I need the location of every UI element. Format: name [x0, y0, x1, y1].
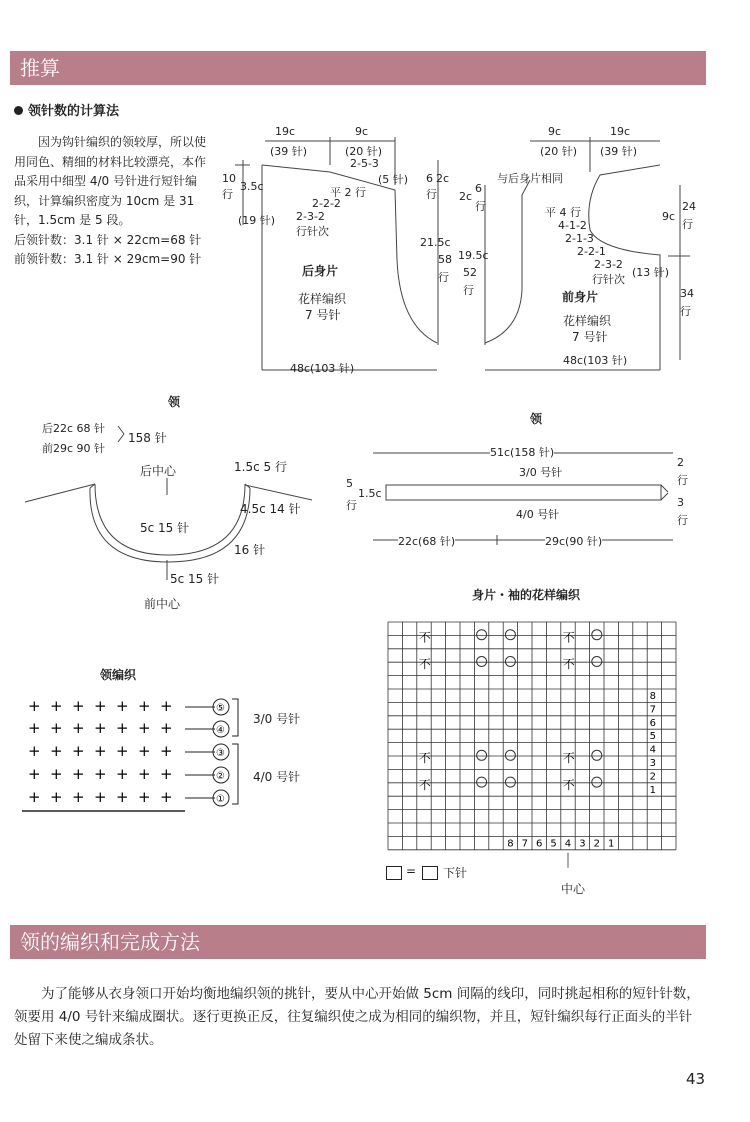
chain-symbol — [505, 750, 515, 760]
hook-a-label: 3/0 号针 — [253, 712, 301, 726]
back-bottom: 48c(103 针) — [290, 362, 355, 375]
front-pattern: 花样编织 — [563, 314, 612, 328]
chart-col-number: 4 — [564, 838, 572, 850]
subheading: 领针数的计算法 — [14, 100, 119, 119]
stitch-symbol: + — [72, 742, 85, 760]
stitch-symbol: + — [72, 765, 85, 783]
front-r2: 24 — [682, 200, 696, 213]
back-w1: 19c — [275, 125, 296, 138]
finish-paragraph: 为了能够从衣身领口开始均衡地编织领的挑针，要从中心开始做 5cm 间隔的线印，同时挑起相称的短针针数，领要用 4/0 号针来编成圈状。逐行更换正反，往复编织使之成为相同的编织物，并且，短针编织每行正面头的半针处留下来使之编成条状。 — [14, 986, 700, 1048]
legend-knit-cell — [422, 866, 438, 880]
collar-right-width: 29c(90 针) — [545, 535, 603, 548]
collar-front-mid: 5c 15 针 — [170, 572, 220, 586]
back-shape1: 2-5-3 — [350, 157, 379, 170]
collar-rows: 1.5c 5 行 — [234, 460, 287, 474]
front-l2: 6 — [475, 182, 482, 195]
collar-count16: 16 针 — [234, 543, 266, 557]
stitch-symbol: + — [160, 765, 173, 783]
front-side3: 行 — [463, 284, 474, 297]
row-number: ② — [216, 771, 225, 782]
collar-right1: 2 — [677, 456, 684, 469]
row-number: ③ — [216, 748, 225, 759]
front-collar-count: 前领针数：3.1 针 × 29cm=90 针 — [14, 252, 202, 266]
collar-knit-title: 领编织 — [100, 668, 137, 682]
chain-symbol — [505, 630, 515, 640]
front-bottom: 48c(103 针) — [563, 354, 628, 367]
back-w1s: (39 针) — [270, 145, 308, 158]
hook-b-label: 4/0 号针 — [253, 770, 301, 784]
stitch-symbol: + — [116, 719, 129, 737]
back-r3: 行 — [426, 188, 437, 201]
chart-row-number: 3 — [649, 758, 656, 769]
stitch-symbol: + — [160, 742, 173, 760]
collar-right-title: 领 — [530, 412, 543, 426]
intro-paragraph: 因为钩针编织的领较厚，所以使用同色、精细的材料比较漂亮，本作品采用中细型 4/0 号针进行短针编织，计算编织密度为 10cm 是 31 针，1.5cm 是 5 段。 — [14, 135, 207, 227]
chart-col-number: 3 — [579, 838, 586, 850]
back-w2s: (20 针) — [345, 145, 383, 158]
collar-h3: 行 — [346, 499, 357, 512]
back-s2: 2-3-2 — [296, 210, 325, 223]
back-s3: 行针次 — [296, 225, 329, 238]
stitch-symbol: + — [28, 788, 41, 806]
collar-right2: 行 — [677, 474, 688, 487]
stitch-symbol: + — [72, 697, 85, 715]
chain-symbol — [592, 750, 602, 760]
stitch-symbol: + — [138, 697, 151, 715]
front-w2s: (39 针) — [600, 145, 638, 158]
chart-row-number: 2 — [649, 771, 656, 783]
collar-left-title: 领 — [168, 395, 181, 409]
pattern-chart-title: 身片・袖的花样编织 — [472, 588, 581, 602]
chart-row-number: 7 — [649, 704, 656, 716]
stitch-symbol: + — [28, 765, 41, 783]
chain-symbol — [477, 630, 487, 640]
front-r1: 9c — [662, 210, 676, 223]
back-side3: 行 — [438, 271, 449, 284]
front-s5: 行针次 — [592, 273, 625, 286]
stitch-symbol: + — [50, 788, 63, 806]
collar-hook1: 3/0 号针 — [519, 466, 563, 479]
stitch-symbol: + — [72, 719, 85, 737]
stitch-symbol: + — [50, 719, 63, 737]
collar-width: 51c(158 针) — [490, 446, 555, 459]
collar-left-width: 22c(68 针) — [398, 535, 456, 548]
chart-col-number: 6 — [536, 838, 543, 850]
stitch-symbol: + — [116, 742, 129, 760]
collar-mid: 5c 15 针 — [140, 521, 190, 535]
page-number: 43 — [686, 1070, 706, 1088]
chart-row-number: 8 — [649, 691, 656, 702]
front-w1s: (20 针) — [540, 145, 578, 158]
chain-symbol — [477, 750, 487, 760]
back-h1u: 行 — [222, 188, 233, 201]
stitch-symbol: + — [160, 697, 173, 715]
chain-symbol — [477, 777, 487, 787]
chain-symbol — [592, 630, 602, 640]
stitch-symbol: + — [28, 697, 41, 715]
front-l1: 2c — [459, 190, 473, 203]
collar-right3: 3 — [677, 496, 684, 509]
front-s2: 2-1-3 — [565, 232, 594, 245]
chain-symbol — [592, 657, 602, 667]
decrease-symbol: 不 — [562, 751, 575, 765]
back-s1: 2-2-2 — [312, 197, 341, 210]
front-s1: 4-1-2 — [558, 219, 587, 232]
decrease-symbol: 不 — [562, 630, 575, 645]
front-piece-name: 前身片 — [562, 290, 599, 304]
collar-total: 158 针 — [128, 431, 167, 445]
decrease-symbol: 不 — [418, 657, 431, 672]
stitch-symbol: + — [28, 719, 41, 737]
decrease-symbol: 不 — [418, 630, 431, 645]
stitch-symbol: + — [116, 697, 129, 715]
row-number: ⑤ — [216, 703, 225, 714]
back-needle: 7 号针 — [305, 308, 341, 322]
stitch-symbol: + — [94, 788, 107, 806]
collar-side: 4.5c 14 针 — [240, 502, 301, 516]
collar-front-center: 前中心 — [144, 597, 181, 611]
stitch-symbol: + — [28, 742, 41, 760]
stitch-symbol: + — [50, 742, 63, 760]
legend-text: 下针 — [443, 866, 468, 880]
front-r3: 行 — [682, 218, 693, 231]
collar-back-line: 后22c 68 针 — [42, 422, 106, 435]
collar-back-center: 后中心 — [140, 464, 177, 478]
chart-col-number: 7 — [521, 838, 528, 850]
decrease-symbol: 不 — [418, 751, 431, 765]
front-flat: 平 4 行 — [545, 206, 581, 219]
chart-col-number: 5 — [550, 838, 557, 850]
front-w2: 19c — [610, 125, 631, 138]
section-header-calc: 推算 — [10, 51, 706, 85]
chart-row-number: 1 — [649, 784, 656, 796]
stitch-symbol: + — [160, 788, 173, 806]
stitch-symbol: + — [94, 719, 107, 737]
stitch-symbol: + — [160, 719, 173, 737]
stitch-symbol: + — [138, 742, 151, 760]
front-s3: 2-2-1 — [577, 245, 606, 258]
chart-row-number: 5 — [649, 731, 656, 743]
chain-symbol — [477, 657, 487, 667]
back-side1: 21.5c — [420, 236, 451, 249]
back-flat: 平 2 行 — [330, 186, 366, 199]
center-label: 中心 — [561, 882, 586, 896]
decrease-symbol: 不 — [562, 657, 575, 672]
front-l3: 行 — [475, 200, 486, 213]
back-h2: 3.5c — [240, 180, 264, 193]
front-side2: 52 — [463, 266, 477, 279]
stitch-symbol: + — [94, 697, 107, 715]
stitch-symbol: + — [138, 788, 151, 806]
stitch-symbol: + — [116, 765, 129, 783]
back-w2: 9c — [355, 125, 369, 138]
legend-equals: = — [406, 864, 417, 878]
front-w1: 9c — [548, 125, 562, 138]
back-r2: 2c — [436, 172, 450, 185]
back-side2: 58 — [438, 253, 452, 266]
stitch-symbol: + — [50, 697, 63, 715]
back-r1: 6 — [426, 172, 433, 185]
row-number: ④ — [216, 725, 225, 736]
stitch-symbol: + — [50, 765, 63, 783]
front-r4: 34 — [680, 287, 694, 300]
front-needle: 7 号针 — [572, 330, 608, 344]
stitch-symbol: + — [116, 788, 129, 806]
back-collar-count: 后领针数：3.1 针 × 22cm=68 针 — [14, 232, 202, 247]
front-count: (13 针) — [632, 266, 670, 279]
front-s4: 2-3-2 — [594, 258, 623, 271]
chart-row-number: 6 — [649, 717, 656, 729]
legend-empty-cell — [386, 866, 402, 880]
collar-h1: 5 — [346, 477, 353, 490]
back-h3: (19 针) — [238, 214, 276, 227]
collar-right4: 行 — [677, 514, 688, 527]
section-header-finish: 领的编织和完成方法 — [10, 925, 706, 959]
stitch-symbol: + — [94, 765, 107, 783]
collar-front-line: 前29c 90 针 — [42, 442, 106, 455]
stitch-symbol: + — [138, 765, 151, 783]
back-h1: 10 — [222, 172, 236, 185]
stitch-symbol: + — [138, 719, 151, 737]
row-number: ① — [216, 794, 225, 805]
chain-symbol — [505, 777, 515, 787]
decrease-symbol: 不 — [562, 777, 575, 792]
back-shape2: (5 针) — [378, 173, 409, 186]
front-r5: 行 — [680, 305, 691, 318]
chart-col-number: 8 — [507, 838, 514, 850]
front-same: 与后身片相同 — [497, 172, 563, 185]
chain-symbol — [505, 657, 515, 667]
collar-hook2: 4/0 号针 — [516, 508, 560, 521]
back-pattern: 花样编织 — [298, 292, 347, 306]
chart-col-number: 1 — [608, 838, 615, 850]
chain-symbol — [592, 777, 602, 787]
decrease-symbol: 不 — [418, 777, 431, 792]
back-piece-name: 后身片 — [302, 264, 339, 278]
collar-h2: 1.5c — [358, 487, 382, 500]
stitch-symbol: + — [94, 742, 107, 760]
chart-row-number: 4 — [649, 744, 656, 756]
front-side1: 19.5c — [458, 249, 489, 262]
stitch-symbol: + — [72, 788, 85, 806]
chart-col-number: 2 — [593, 838, 600, 850]
